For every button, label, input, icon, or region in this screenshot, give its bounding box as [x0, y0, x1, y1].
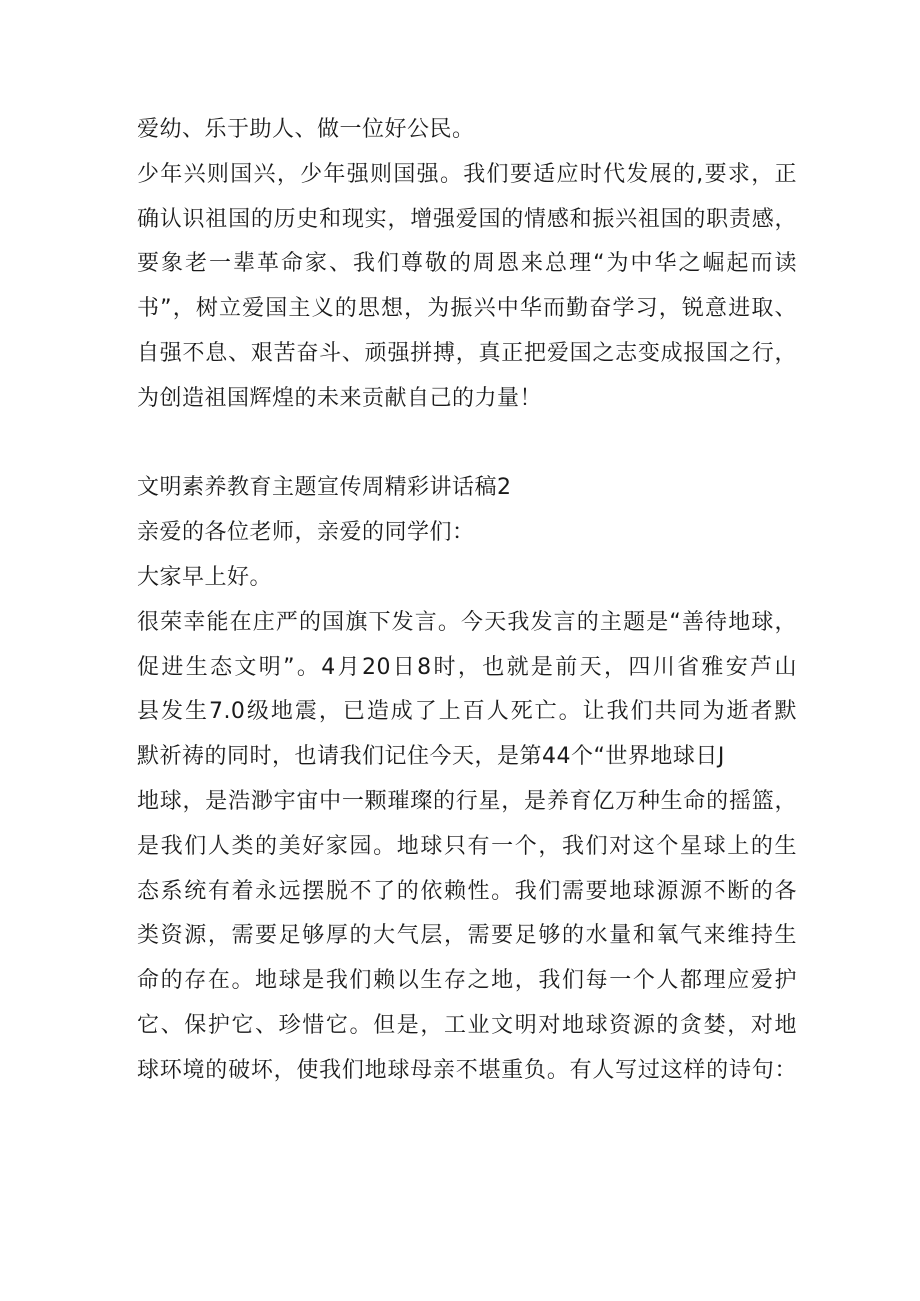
section-title: 文明素养教育主题宣传周精彩讲话稿2: [137, 475, 512, 501]
text-line: 类资源，需要足够厚的大气层，需要足够的水量和氧气来维持生: [137, 923, 797, 949]
text-line: 爱幼、乐于助人、做一位好公民。: [137, 117, 475, 142]
text-line: 态系统有着永远摆脱不了的依赖性。我们需要地球源源不断的各: [137, 878, 797, 904]
text-line: 球环境的破坏，使我们地球母亲不堪重负。有人写过这样的诗句：: [137, 1057, 797, 1083]
text-line: 书”，树立爱国主义的思想，为振兴中华而勤奋学习，锐意进取、: [137, 296, 797, 322]
morning-line: 大家早上好。: [137, 564, 273, 590]
text-line: 是我们人类的美好家园。地球只有一个，我们对这个星球上的生: [137, 833, 797, 859]
text-line: 命的存在。地球是我们赖以生存之地，我们每一个人都理应爱护: [137, 968, 797, 994]
greeting-line: 亲爱的各位老师，亲爱的同学们：: [137, 520, 475, 546]
text-line: 它、保护它、珍惜它。但是，工业文明对地球资源的贪婪，对地: [137, 1012, 797, 1038]
paragraph-gap: [137, 422, 797, 467]
text-line: 县发生7.0级地震，已造成了上百人死亡。让我们共同为逝者默: [137, 699, 797, 725]
text-line: 为创造祖国辉煌的未来贡献自己的力量！: [137, 385, 543, 411]
text-line: 要象老一辈革命家、我们尊敬的周恩来总理“为中华之崛起而读: [137, 251, 797, 277]
text-line: 确认识祖国的历史和现实，增强爱国的情感和振兴祖国的职责感，: [137, 206, 797, 232]
document-body: [137, 108, 797, 1094]
text-line: 很荣幸能在庄严的国旗下发言。今天我发言的主题是“善待地球，: [137, 609, 797, 635]
text-line: 少年兴则国兴，少年强则国强。我们要适应时代发展的,要求，正: [137, 161, 797, 187]
text-line: 默祈祷的同时，也请我们记住今天，是第44个“世界地球日J: [137, 744, 725, 770]
text-line: 地球，是浩渺宇宙中一颗璀璨的行星，是养育亿万种生命的摇篮，: [137, 788, 797, 814]
text-line: 促进生态文明”。4月20日8时，也就是前天，四川省雅安芦山: [137, 654, 797, 680]
text-line: 自强不息、艰苦奋斗、顽强拼搏，真正把爱国之志变成报国之行，: [137, 340, 797, 366]
